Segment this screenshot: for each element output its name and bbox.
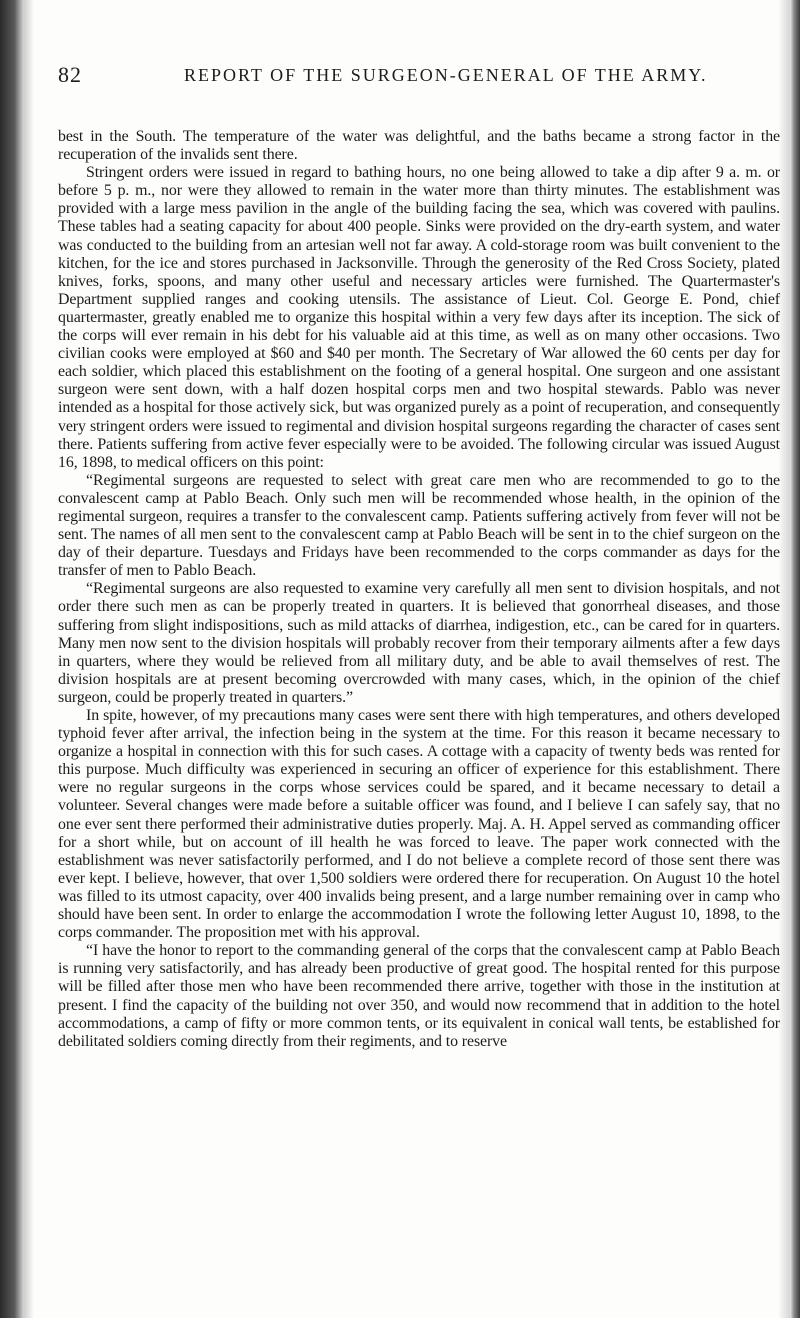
letter-quote-paragraph: “I have the honor to report to the commanding general of the corps that the convalescent camp at Pablo Beach is running very satisfactorily, and has already been productive of great good. The hospital rented for this purpose will be filled after those men who have been recommended there arrive, together with those in the institution at present. I find the capacity of the building not over 350, and would now recommend that in addition to the hotel accommodations, a camp of fifty or more common tents, or its equivalent in conical wall tents, be established for debilitated soldiers coming directly from their regiments, and to reserve bbox=[58, 942, 780, 1050]
scan-left-gutter bbox=[24, 0, 34, 1318]
paragraph-continuation: best in the South. The temperature of the water was delightful, and the baths became a strong factor in the recuperation of the invalids sent there. bbox=[58, 128, 780, 164]
circular-quote-paragraph-1: “Regimental surgeons are requested to select with great care men who are recommended to go to the convalescent camp at Pablo Beach. Only such men will be recommended whose health, in the opinion of the regimental surgeon, requires a transfer to the convalescent camp. Patients suffering actively from fever will not be sent. The names of all men sent to the convalescent camp at Pablo Beach will be sent in to the chief surgeon on the day of their departure. Tuesdays and Fridays have been recommended to the corps commander as days for the transfer of men to Pablo Beach. bbox=[58, 471, 780, 580]
paragraph-bathing-and-organization: Stringent orders were issued in regard to bathing hours, no one being allowed to take a dip after 9 a. m. or before 5 p. m., nor were they allowed to remain in the water more than thirty minutes. The establishment was provided with a large mess pavilion in the angle of the building facing the sea, which was covered with paulins. These tables had a seating capacity for about 400 people. Sinks were provided on the dry-earth system, and water was conducted to the building from an artesian well not far away. A cold-storage room was built convenient to the kitchen, for the ice and stores purchased in Jacksonville. Through the generosity of the Red Cross Society, plated knives, forks, spoons, and many other useful and necessary articles were furnished. The Quartermaster's Department supplied ranges and cooking utensils. The assistance of Lieut. Col. George E. Pond, chief quartermaster, greatly enabled me to organize this hospital within a very few days after its inception. The sick of the corps will ever remain in his debt for his valuable aid at this time, as well as on many other occasions. Two civilian cooks were employed at $60 and $40 per month. The Secretary of War allowed the 60 cents per day for each soldier, which placed this establishment on the footing of a general hospital. One surgeon and one assistant surgeon were sent down, with a half dozen hospital corps men and two hospital stewards. Pablo was never intended as a hospital for those actively sick, but was organized purely as a point of recuperation, and consequently very stringent orders were issued to regimental and division hospital surgeons regarding the character of cases sent there. Patients suffering from active fever especially were to be avoided. The following circular was issued August 16, 1898, to medical officers on this point: bbox=[58, 164, 780, 471]
running-head-title: REPORT OF THE SURGEON-GENERAL OF THE ARMY. bbox=[184, 65, 708, 85]
circular-quote-paragraph-2: “Regimental surgeons are also requested to examine very carefully all men sent to division hospitals, and not order there such men as can be properly treated in quarters. It is believed that gonorrheal diseases, and those suffering from slight indispositions, such as mild attacks of diarrhea, indigestion, etc., can be cared for in quarters. Many men now sent to the division hospitals will probably recover from their temporary ailments after a few days in quarters, where they would be relieved from all military duty, and be able to avail themselves of rest. The division hospitals are at present becoming overcrowded with many cases, which, in the opinion of the chief surgeon, could be properly treated in quarters.” bbox=[58, 580, 780, 706]
scan-right-edge-shadow bbox=[790, 0, 800, 1318]
paragraph-hospital-difficulties: In spite, however, of my precautions many cases were sent there with high temperatures, and others developed typhoid fever after arrival, the infection being in the system at the time. For this reason it became necessary to organize a hospital in connection with this for such cases. A cottage with a capacity of twenty beds was rented for this purpose. Much difficulty was experienced in securing an officer of experience for this establishment. There were no regular surgeons in the corps whose services could be spared, and it became necessary to detail a volunteer. Several changes were made before a suitable officer was found, and I believe I can safely say, that no one ever sent there performed their administrative duties properly. Maj. A. H. Appel served as commanding officer for a short while, but on account of ill health he was forced to leave. The paper work connected with the establishment was never satisfactorily performed, and I do not believe a complete record of those sent there was ever kept. I believe, however, that over 1,500 soldiers were ordered there for recuperation. On August 10 the hotel was filled to its utmost capacity, over 400 invalids being present, and a large number remaining over in camp who should have been sent. In order to enlarge the accommodation I wrote the following letter August 10, 1898, to the corps commander. The proposition met with his approval. bbox=[58, 707, 780, 942]
running-head bbox=[58, 62, 758, 88]
body-text bbox=[58, 128, 780, 1051]
page-number: 82 bbox=[58, 62, 82, 87]
scan-left-edge-shadow bbox=[0, 0, 24, 1318]
